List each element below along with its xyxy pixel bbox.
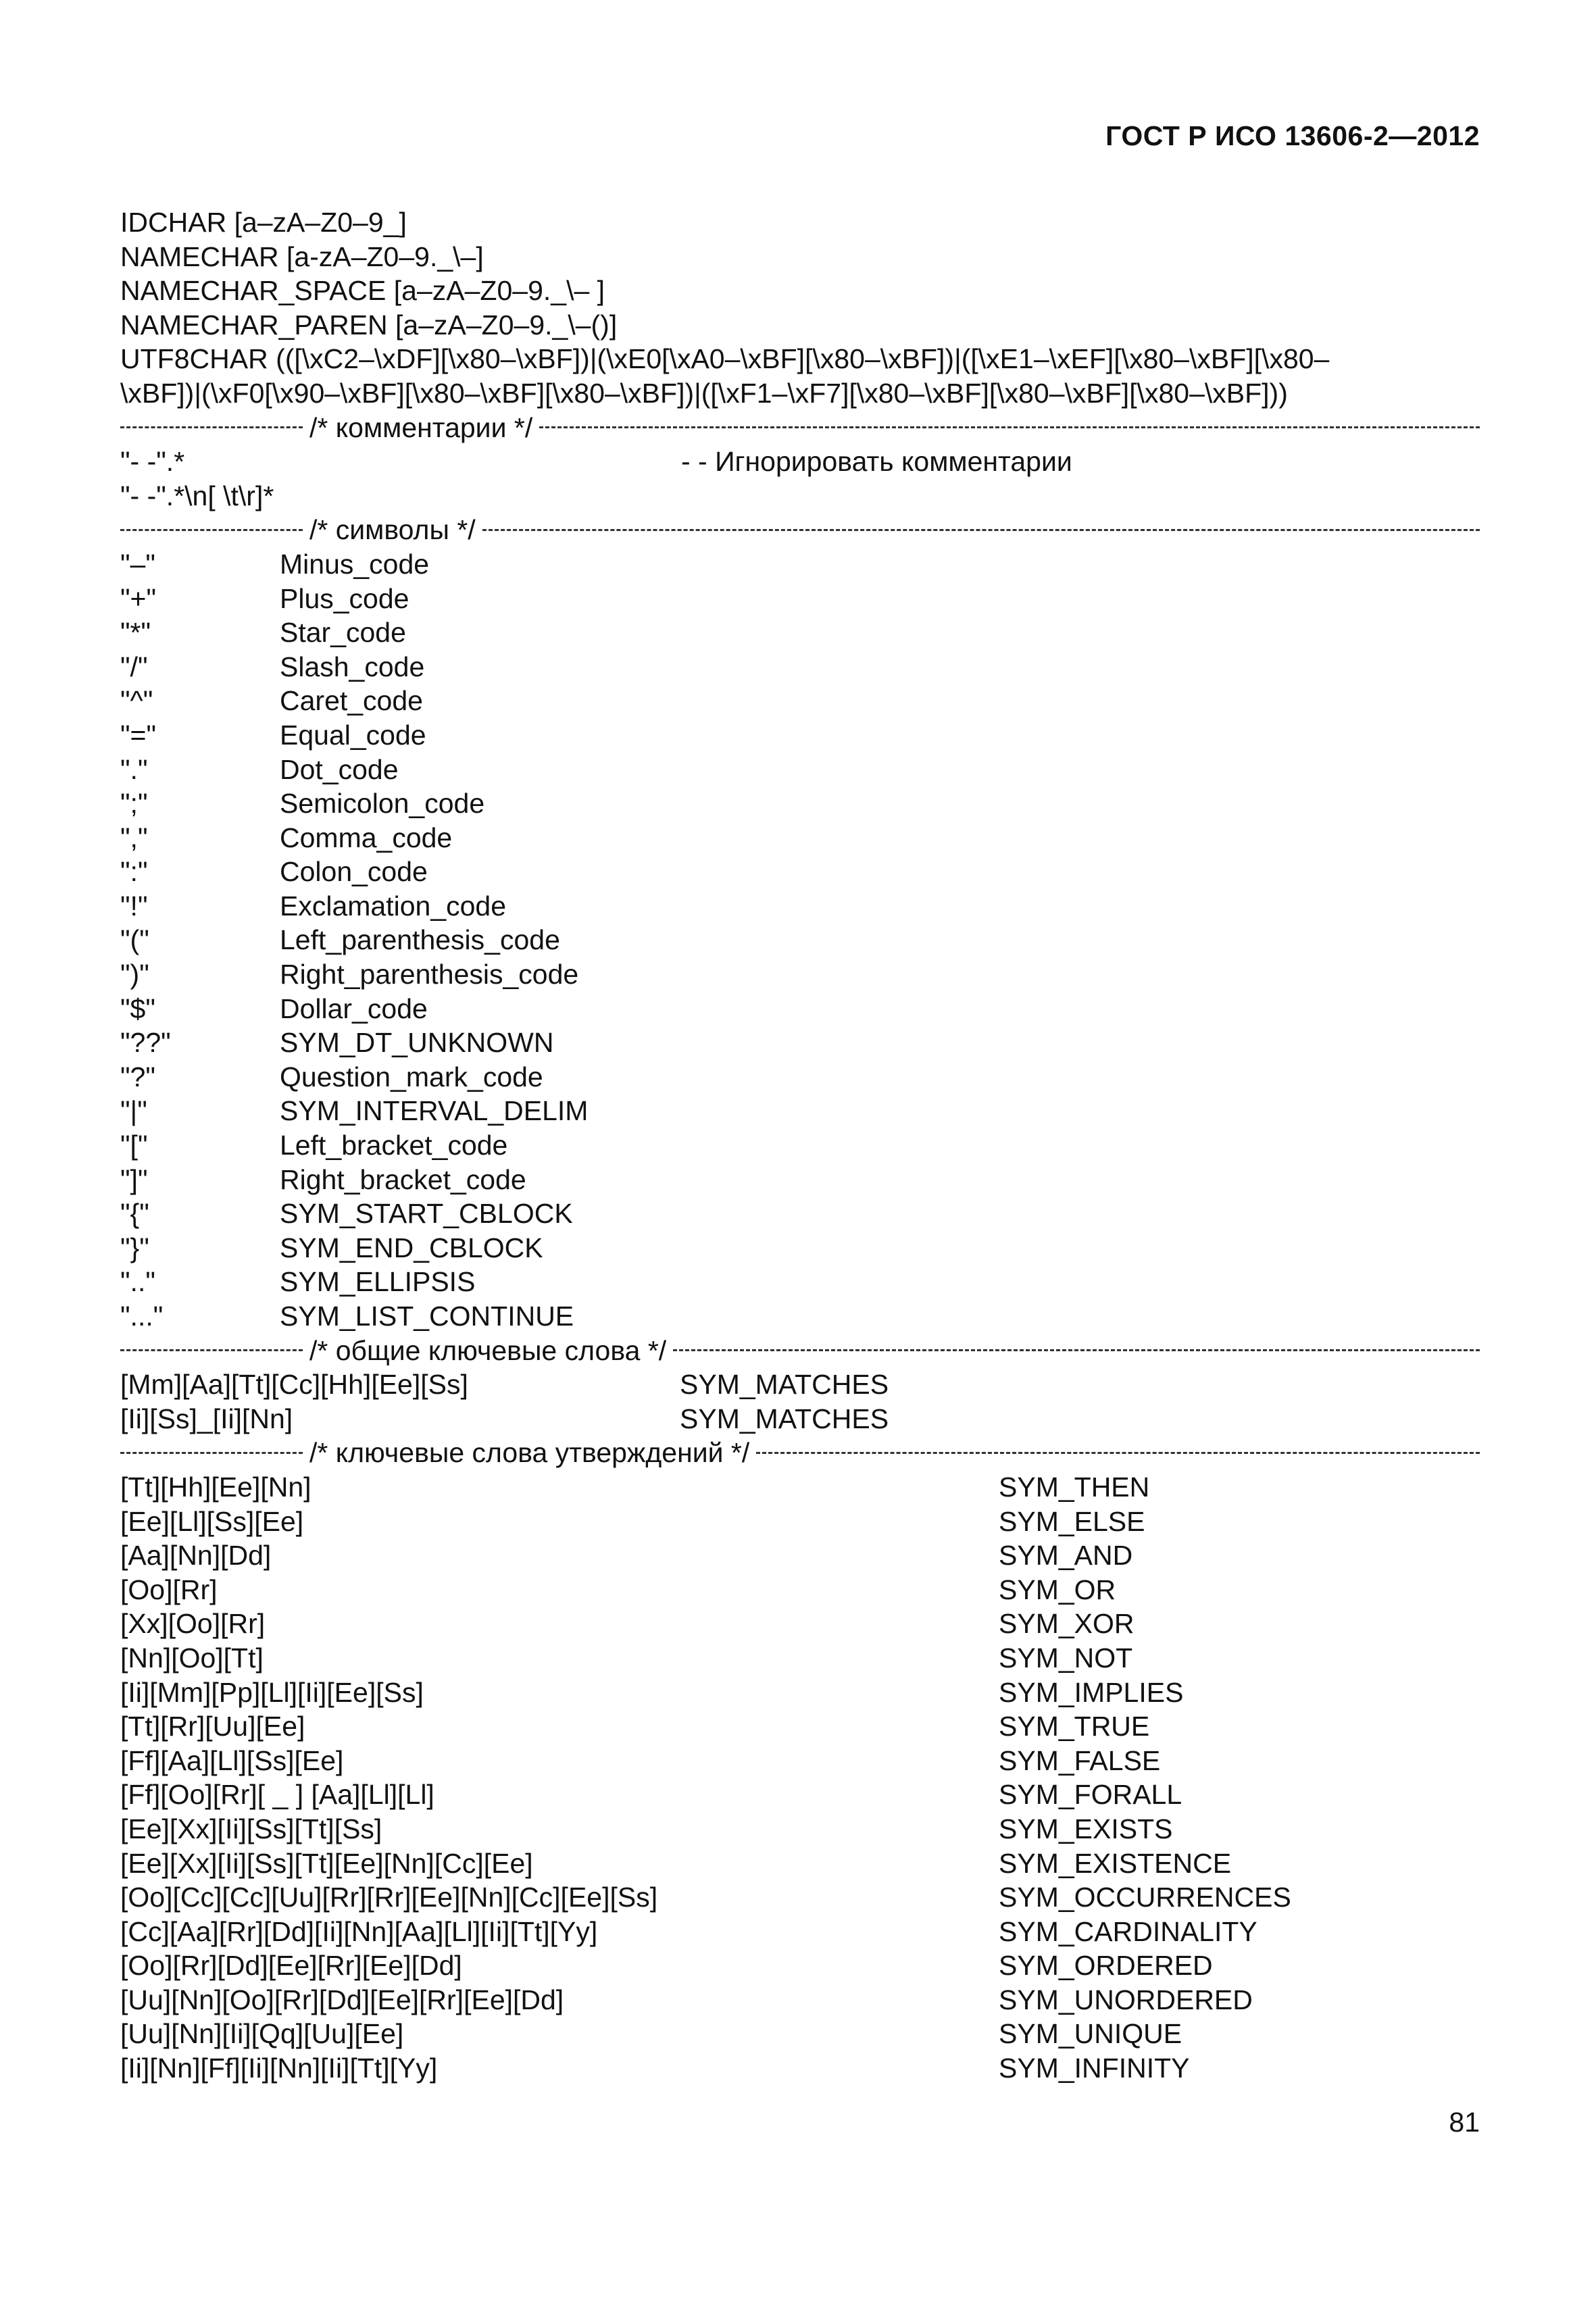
pattern-text: "- -".* bbox=[120, 446, 185, 478]
pattern-text: "|" bbox=[120, 1095, 147, 1127]
assertion-rule-row bbox=[120, 1538, 1480, 1573]
pattern-text: "}" bbox=[120, 1232, 149, 1263]
token-text: SYM_THEN bbox=[999, 1471, 1150, 1503]
pattern-text: [Uu][Nn][Ii][Qq][Uu][Ee] bbox=[120, 2018, 404, 2050]
token-text: Exclamation_code bbox=[280, 890, 507, 922]
assertion-rule-row bbox=[120, 2017, 1480, 2051]
token-text: SYM_FORALL bbox=[999, 1779, 1182, 1811]
assertion-rule-row bbox=[120, 1846, 1480, 1881]
keyword-rule-row bbox=[120, 1402, 1480, 1436]
pattern-text: [Cc][Aa][Rr][Dd][Ii][Nn][Aa][Ll][Ii][Tt][Yy] bbox=[120, 1915, 598, 1947]
pattern-text: "^" bbox=[120, 685, 153, 717]
token-text: SYM_CARDINALITY bbox=[999, 1915, 1257, 1947]
definition-line: IDCHAR [a–zA–Z0–9_] bbox=[120, 207, 407, 238]
token-text: SYM_ELLIPSIS bbox=[280, 1266, 476, 1298]
pattern-text: [Uu][Nn][Oo][Rr][Dd][Ee][Rr][Ee][Dd] bbox=[120, 1984, 564, 2015]
token-text: SYM_ORDERED bbox=[999, 1950, 1213, 1982]
pattern-text: "$" bbox=[120, 992, 155, 1024]
comment-rule-row bbox=[120, 445, 1480, 479]
token-text: SYM_ELSE bbox=[999, 1505, 1145, 1537]
pattern-text: "(" bbox=[120, 924, 149, 956]
pattern-text: [Ff][Aa][Ll][Ss][Ee] bbox=[120, 1744, 344, 1776]
token-text: SYM_INFINITY bbox=[999, 2053, 1190, 2084]
symbol-rule-row bbox=[120, 1231, 1480, 1265]
token-text: - - Игнорировать комментарии bbox=[681, 446, 1072, 478]
token-text: Colon_code bbox=[280, 856, 428, 888]
definitions-block bbox=[120, 205, 1480, 411]
separator-dash bbox=[482, 529, 1480, 531]
assertion-keywords-block bbox=[120, 1470, 1480, 2086]
separator-dash bbox=[120, 1452, 303, 1454]
assertion-rule-row bbox=[120, 1676, 1480, 1710]
pattern-text: [Nn][Oo][Tt] bbox=[120, 1642, 264, 1674]
symbol-rule-row bbox=[120, 821, 1480, 855]
definition-line: NAMECHAR_SPACE [a–zA–Z0–9._\– ] bbox=[120, 275, 605, 307]
pattern-text: [Oo][Rr] bbox=[120, 1574, 218, 1605]
separator-dash bbox=[756, 1452, 1480, 1454]
token-text: Left_bracket_code bbox=[280, 1130, 508, 1161]
assertion-rule-row bbox=[120, 1915, 1480, 1949]
symbol-rule-row bbox=[120, 1163, 1480, 1197]
pattern-text: [Oo][Rr][Dd][Ee][Rr][Ee][Dd] bbox=[120, 1950, 462, 1982]
token-text: SYM_END_CBLOCK bbox=[280, 1232, 543, 1263]
token-text: SYM_UNIQUE bbox=[999, 2018, 1182, 2050]
pattern-text: "]" bbox=[120, 1163, 148, 1195]
token-text: SYM_UNORDERED bbox=[999, 1984, 1253, 2015]
token-text: SYM_TRUE bbox=[999, 1711, 1150, 1742]
pattern-text: "+" bbox=[120, 582, 157, 614]
pattern-text: ".." bbox=[120, 1266, 155, 1298]
pattern-text: ")" bbox=[120, 959, 149, 990]
symbol-rule-row bbox=[120, 957, 1480, 992]
token-text: Dollar_code bbox=[280, 992, 428, 1024]
pattern-text: [Mm][Aa][Tt][Cc][Hh][Ee][Ss] bbox=[120, 1369, 468, 1401]
symbol-rule-row bbox=[120, 650, 1480, 684]
token-text: SYM_MATCHES bbox=[680, 1369, 889, 1401]
assertion-rule-row bbox=[120, 1470, 1480, 1505]
symbol-rule-row bbox=[120, 615, 1480, 650]
symbol-rule-row bbox=[120, 923, 1480, 957]
section-title-symbols: /* символы */ bbox=[309, 514, 476, 546]
assertion-rule-row bbox=[120, 1948, 1480, 1983]
token-text: SYM_LIST_CONTINUE bbox=[280, 1301, 574, 1332]
separator-comments bbox=[120, 411, 1480, 445]
pattern-text: "!" bbox=[120, 890, 148, 922]
assertion-rule-row bbox=[120, 1607, 1480, 1641]
keyword-rule-row bbox=[120, 1367, 1480, 1402]
pattern-text: [Ff][Oo][Rr][ _ ] [Aa][Ll][Ll] bbox=[120, 1779, 434, 1811]
symbol-rule-row bbox=[120, 1128, 1480, 1163]
pattern-text: "..." bbox=[120, 1301, 164, 1332]
token-text: Caret_code bbox=[280, 685, 423, 717]
token-text: Minus_code bbox=[280, 548, 430, 580]
separator-assertion-keywords bbox=[120, 1436, 1480, 1470]
separator-symbols bbox=[120, 513, 1480, 547]
token-text: Slash_code bbox=[280, 651, 425, 682]
definition-line: \xBF])|(\xF0[\x90–\xBF][\x80–\xBF][\x80–\xBF])|([\xF1–\xF7][\x80–\xBF][\x80–\xBF][\x80–\xBF])) bbox=[120, 377, 1288, 409]
assertion-rule-row bbox=[120, 1505, 1480, 1539]
token-text: Right_bracket_code bbox=[280, 1163, 526, 1195]
pattern-text: ";" bbox=[120, 788, 148, 820]
pattern-text: "?" bbox=[120, 1061, 155, 1092]
token-text: Comma_code bbox=[280, 822, 453, 853]
symbol-rule-row bbox=[120, 1060, 1480, 1095]
token-text: SYM_DT_UNKNOWN bbox=[280, 1027, 554, 1059]
pattern-text: "??" bbox=[120, 1027, 171, 1059]
pattern-text: [Tt][Hh][Ee][Nn] bbox=[120, 1471, 311, 1503]
assertion-rule-row bbox=[120, 1880, 1480, 1915]
pattern-text: "[" bbox=[120, 1130, 148, 1161]
section-title-comments: /* комментарии */ bbox=[309, 411, 533, 443]
symbol-rule-row bbox=[120, 1094, 1480, 1128]
token-text: Dot_code bbox=[280, 753, 399, 785]
pattern-text: "," bbox=[120, 822, 148, 853]
token-text: Plus_code bbox=[280, 582, 409, 614]
token-text: Left_parenthesis_code bbox=[280, 924, 560, 956]
comment-rule-row bbox=[120, 479, 1480, 513]
separator-dash bbox=[120, 426, 303, 428]
section-title-assertion-keywords: /* ключевые слова утверждений */ bbox=[309, 1437, 750, 1469]
assertion-rule-row bbox=[120, 1641, 1480, 1676]
token-text: SYM_FALSE bbox=[999, 1744, 1161, 1776]
pattern-text: "–" bbox=[120, 548, 155, 580]
pattern-text: "- -".*\n[ \t\r]* bbox=[120, 480, 274, 511]
symbol-rule-row bbox=[120, 1197, 1480, 1231]
token-text: SYM_START_CBLOCK bbox=[280, 1198, 573, 1230]
pattern-text: [Ee][Xx][Ii][Ss][Tt][Ss] bbox=[120, 1813, 382, 1844]
assertion-rule-row bbox=[120, 1573, 1480, 1607]
symbol-rule-row bbox=[120, 1265, 1480, 1299]
pattern-text: [Ii][Ss]_[Ii][Nn] bbox=[120, 1403, 293, 1434]
pattern-text: [Ii][Mm][Pp][Ll][Ii][Ee][Ss] bbox=[120, 1676, 424, 1708]
token-text: Star_code bbox=[280, 617, 406, 649]
pattern-text: "." bbox=[120, 753, 148, 785]
symbol-rule-row bbox=[120, 753, 1480, 787]
assertion-rule-row bbox=[120, 1744, 1480, 1778]
assertion-rule-row bbox=[120, 1812, 1480, 1846]
assertion-rule-row bbox=[120, 1983, 1480, 2017]
pattern-text: "{" bbox=[120, 1198, 149, 1230]
separator-dash bbox=[120, 529, 303, 531]
symbol-rule-row bbox=[120, 1026, 1480, 1060]
token-text: Right_parenthesis_code bbox=[280, 959, 579, 990]
pattern-text: [Aa][Nn][Dd] bbox=[120, 1540, 272, 1571]
general-keywords-block bbox=[120, 1367, 1480, 1436]
token-text: SYM_NOT bbox=[999, 1642, 1133, 1674]
separator-dash bbox=[673, 1349, 1480, 1351]
separator-general-keywords bbox=[120, 1334, 1480, 1368]
pattern-text: "=" bbox=[120, 719, 157, 751]
definition-line: UTF8CHAR (([\xC2–\xDF][\x80–\xBF])|(\xE0[\xA0–\xBF][\x80–\xBF])|([\xE1–\xEF][\x80–\xBF][\x80– bbox=[120, 343, 1330, 375]
document-header: ГОСТ Р ИСО 13606-2—2012 bbox=[1105, 120, 1480, 151]
pattern-text: ":" bbox=[120, 856, 148, 888]
symbol-rule-row bbox=[120, 582, 1480, 616]
symbol-rule-row bbox=[120, 855, 1480, 889]
assertion-rule-row bbox=[120, 1778, 1480, 1812]
token-text: SYM_OR bbox=[999, 1574, 1116, 1605]
token-text: SYM_MATCHES bbox=[680, 1403, 889, 1434]
separator-dash bbox=[539, 426, 1480, 428]
assertion-rule-row bbox=[120, 2051, 1480, 2086]
token-text: SYM_EXISTENCE bbox=[999, 1847, 1232, 1879]
definition-line: NAMECHAR [a-zA–Z0–9._\–] bbox=[120, 241, 484, 272]
pattern-text: [Ee][Ll][Ss][Ee] bbox=[120, 1505, 304, 1537]
symbol-rule-row bbox=[120, 684, 1480, 718]
symbol-rule-row bbox=[120, 889, 1480, 924]
token-text: SYM_INTERVAL_DELIM bbox=[280, 1095, 589, 1127]
token-text: Question_mark_code bbox=[280, 1061, 543, 1092]
token-text: SYM_AND bbox=[999, 1540, 1133, 1571]
symbol-rule-row bbox=[120, 786, 1480, 821]
section-title-general-keywords: /* общие ключевые слова */ bbox=[309, 1334, 667, 1366]
pattern-text: [Ee][Xx][Ii][Ss][Tt][Ee][Nn][Cc][Ee] bbox=[120, 1847, 533, 1879]
page-number: 81 bbox=[1449, 2107, 1480, 2138]
grammar-listing bbox=[120, 205, 1480, 2086]
separator-dash bbox=[120, 1349, 303, 1351]
assertion-rule-row bbox=[120, 1709, 1480, 1744]
comments-block bbox=[120, 445, 1480, 513]
symbol-rule-row bbox=[120, 547, 1480, 582]
token-text: SYM_OCCURRENCES bbox=[999, 1882, 1291, 1913]
symbol-rule-row bbox=[120, 1299, 1480, 1334]
token-text: Semicolon_code bbox=[280, 788, 485, 820]
token-text: SYM_XOR bbox=[999, 1608, 1134, 1640]
definition-line: NAMECHAR_PAREN [a–zA–Z0–9._\–()] bbox=[120, 309, 618, 341]
pattern-text: [Xx][Oo][Rr] bbox=[120, 1608, 266, 1640]
symbols-block bbox=[120, 547, 1480, 1334]
token-text: Equal_code bbox=[280, 719, 426, 751]
pattern-text: "/" bbox=[120, 651, 148, 682]
token-text: SYM_IMPLIES bbox=[999, 1676, 1184, 1708]
pattern-text: [Ii][Nn][Ff][Ii][Nn][Ii][Tt][Yy] bbox=[120, 2053, 438, 2084]
pattern-text: "*" bbox=[120, 617, 151, 649]
symbol-rule-row bbox=[120, 992, 1480, 1026]
pattern-text: [Oo][Cc][Cc][Uu][Rr][Rr][Ee][Nn][Cc][Ee][Ss] bbox=[120, 1882, 658, 1913]
token-text: SYM_EXISTS bbox=[999, 1813, 1173, 1844]
symbol-rule-row bbox=[120, 718, 1480, 753]
pattern-text: [Tt][Rr][Uu][Ee] bbox=[120, 1711, 305, 1742]
